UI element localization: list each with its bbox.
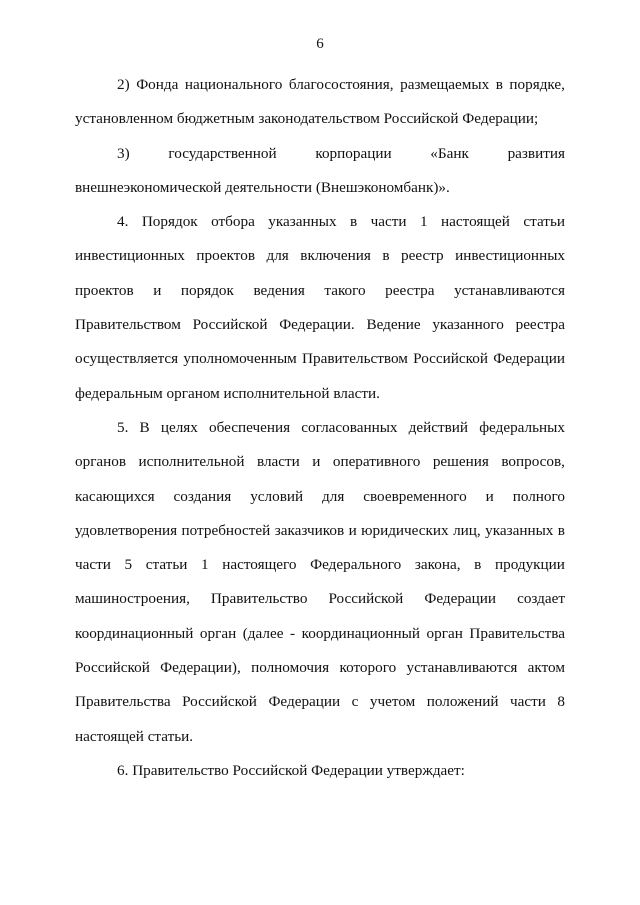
paragraph [75,754,565,788]
text-line: настоящей статьи. [75,727,194,745]
text-line: 5. В целях обеспечения согласованных действий федеральных [117,418,565,436]
text-line: органов исполнительной власти и оперативного решения вопросов, [75,453,565,471]
text-line: 6. Правительство Российской Федерации утверждает: [117,761,465,779]
text-line: инвестиционных проектов для включения в реестр инвестиционных [75,247,565,265]
text-line: проектов и порядок ведения такого реестра устанавливаются [75,281,565,299]
paragraph [75,411,565,754]
text-line: Правительством Российской Федерации. Ведение указанного реестра [75,316,565,334]
text-line: Правительства Российской Федерации с учетом положений части 8 [75,693,565,711]
paragraph [75,205,565,411]
text-line: установленном бюджетным законодательством Российской Федерации; [75,110,539,128]
text-line: части 5 статьи 1 настоящего Федерального закона, в продукции [75,556,565,574]
text-line: касающихся создания условий для своевременного и полного [75,487,565,505]
text-line: 3) государственной корпорации «Банк развития [117,144,565,162]
document-body [75,68,565,788]
text-line: осуществляется уполномоченным Правительством Российской Федерации [75,350,565,368]
text-line: внешнеэкономической деятельности (Внешэкономбанк)». [75,178,450,196]
text-line: 2) Фонда национального благосостояния, размещаемых в порядке, [117,76,565,93]
paragraph [75,68,565,137]
text-line: удовлетворения потребностей заказчиков и юридических лиц, указанных в [75,521,565,539]
text-line: машиностроения, Правительство Российской Федерации создает [75,590,565,608]
page-number: 6 [316,36,324,52]
text-line: 4. Порядок отбора указанных в части 1 настоящей статьи [117,213,565,231]
text-line: Российской Федерации), полномочия которого устанавливаются актом [75,659,565,677]
text-line: федеральным органом исполнительной власти. [75,384,380,402]
paragraph [75,137,565,206]
text-line: координационный орган (далее - координационный орган Правительства [75,624,565,642]
